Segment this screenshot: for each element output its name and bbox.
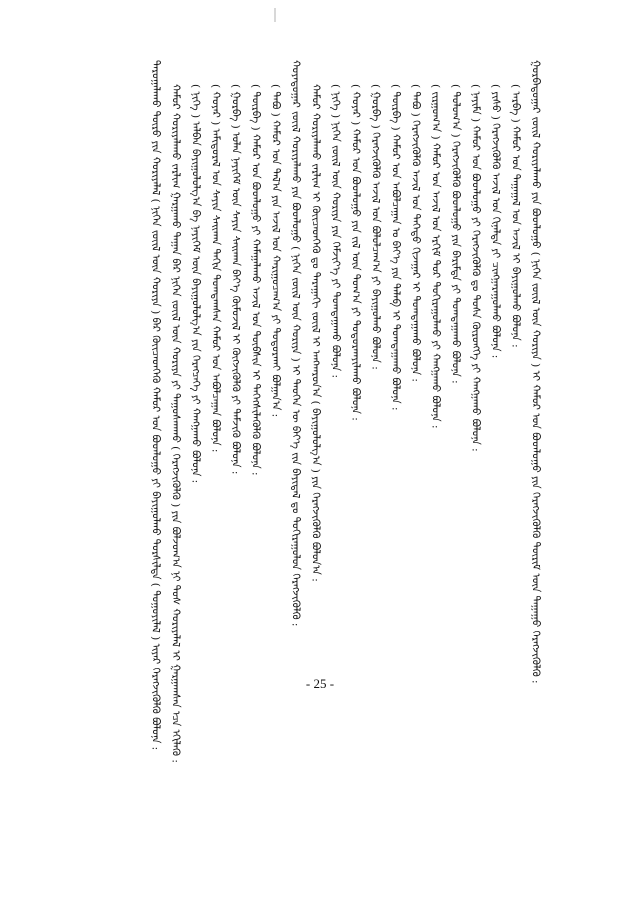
paragraph-column: ᠬᠠᠮᠤᠷ ᠬᠣᠷᠢᠶᠠᠯᠠᠬᠤ ᠵᠠᠷᠯᠢᠭ ᠢ ᠭᠦᠢᠴᠡᠳᠭᠡᠬᠦ ᠳᠤ ᠳᠠᠷᠠᠭᠠᠬᠢ ᠵᠦᠢᠯ ᠢ ᠠᠩᠬᠠᠷᠤᠨ᠎ᠠ ( ᠪᠠᠶᠢᠭᠤᠯᠤᠯᠭ᠎ᠠ ) ᠶᠢᠨ ᠬᠡᠷᠡᠭᠵᠢᠭᠦᠯᠬᠦ ᠪᠣᠯᠤᠨ᠎ᠠ :: [309, 84, 322, 582]
list-item-column: ( ᠳᠣᠯᠣᠭ᠎ᠠ ) ᠬᠡᠷᠡᠭᠵᠢᠭᠦᠯᠬᠦ ᠪᠣᠳᠯᠣᠭᠣ ᠶᠢᠨ ᠪᠠᠷᠢᠮᠲᠠ ᠶᠢ ᠲᠣᠭᠲᠠᠭᠠᠬᠤ ᠪᠣᠯᠤᠨᠠ :: [449, 84, 462, 384]
paragraph-column: ᠳᠠᠷᠤᠭᠠᠯᠠᠬᠤ ᠲᠥᠷᠥ ᠶᠢᠨ ᠬᠣᠷᠢᠶᠠᠯᠠᠯ ( ᠨᠢᠭᠡᠨ ᠵᠦᠢᠯ ᠦᠨ ᠬᠣᠷᠢᠶᠠ ) ᠪᠠᠷ ᠭᠦᠢᠴᠡᠳᠬᠡᠬᠦ ᠬᠠᠮᠤᠷ ᠤᠨ ᠪᠣᠳᠯᠣᠭᠣ ᠶᠢ ᠪᠠᠶᠢᠭᠤᠯᠬᠤ ᠲᠤᠷᠰᠢᠯᠲᠠ ( ᠳᠣᠭᠣᠶᠢᠯᠠᠯ ) ᠢᠶᠠᠷ ᠬᠡᠷᠡᠭᠵᠢᠭᠦᠯᠬᠦ ᠪᠣᠯᠤᠨᠠ :: [149, 60, 162, 751]
list-item-column: ( ᠭᠤᠷᠪᠠ ) ᠬᠡᠷᠡᠭᠵᠢᠭᠦᠯᠬᠦ ᠠᠵᠢᠯ ᠤᠨ ᠪᠣᠯᠤᠯᠴᠠᠭ᠎ᠠ ᠶᠢ ᠪᠠᠶᠢᠭᠤᠯᠬᠤ ᠪᠣᠯᠤᠨᠠ :: [369, 84, 382, 370]
list-item-column: ( ᠭᠤᠷᠪᠠ ) ᠣᠯᠠᠨ ᠨᠡᠶᠢᠭᠡᠮ ᠦᠨ ᠰᠠᠶᠢᠨ ᠰᠠᠢᠬᠠᠨ ᠪᠡᠶ᠎ᠡ ᠬᠦᠮᠦᠵᠢᠯ ᠢ ᠬᠥᠭᠵᠢᠭᠦᠯᠬᠦ ᠶᠢ ᠳᠡᠮᠵᠢᠬᠦ ᠪᠣᠯᠤᠨᠠ :: [229, 84, 242, 475]
list-item-column: ( ᠨᠢᠭᠡ ) ᠨᠢᠭᠡᠨ ᠵᠦᠢᠯ ᠦᠨ ᠬᠣᠷᠢᠶᠠ ᠶᠢᠨ ᠬᠡᠮᠵᠢᠶ᠎ᠡ ᠶᠢ ᠲᠣᠭᠲᠠᠭᠠᠬᠤ ᠪᠣᠯᠤᠨᠠ :: [329, 84, 342, 379]
list-item-column: ( ᠶᠢᠰᠦ ) ᠬᠡᠷᠡᠭᠵᠢᠭᠦᠯᠬᠦ ᠠᠵᠢᠯ ᠤᠨ ᠬᠢᠨᠠᠯᠲᠠ ᠶᠢ ᠴᠢᠩᠭᠠᠷᠠᠭᠤᠯᠬᠤ ᠪᠣᠯᠤᠨᠠ :: [489, 84, 502, 359]
list-item-column: ( ᠠᠷᠪᠠ ) ᠬᠠᠮᠤᠷ ᠤᠨ ᠳᠠᠭᠠᠭᠠᠯ ᠤᠨ ᠠᠵᠢᠯ ᠢ ᠪᠠᠶᠢᠭᠤᠯᠬᠤ ᠪᠣᠯᠤᠨᠠ :: [509, 84, 522, 348]
list-item-column: ( ᠳᠥᠷᠪᠡ ) ᠬᠠᠮᠤᠷ ᠤᠨ ᠪᠣᠳᠯᠣᠭᠣ ᠶᠢ ᠬᠠᠮᠠᠭᠠᠯᠠᠬᠤ ᠠᠵᠢᠯ ᠤᠨ ᠲᠦᠪᠰᠢᠨ ᠢ ᠳᠡᠭᠡᠭᠰᠢᠯᠡᠭᠦᠯᠬᠦ ᠪᠣᠯᠤᠨᠠ :: [249, 84, 262, 476]
list-item-column: ( ᠳᠥᠷᠪᠡ ) ᠬᠠᠮᠤᠷ ᠤᠨ ᠠᠪᠤᠯᠴᠠᠭᠠᠨ ᠤ ᠪᠡᠶ᠎ᠡ ᠶᠢᠨ ᠲᠡᠯᠡᠪ ᠢ ᠲᠣᠭᠲᠠᠭᠠᠬᠤ ᠪᠣᠯᠤᠨᠠ :: [389, 84, 402, 411]
list-item-column: ( ᠲᠠᠪᠤ ) ᠬᠠᠮᠤᠷ ᠤᠨ ᠲᠠᠯ᠎ᠠ ᠶᠢᠨ ᠠᠵᠢᠯ ᠤᠨ ᠬᠠᠷᠢᠭᠤᠴᠠᠭ᠎ᠠ ᠶᠢ ᠲᠣᠳᠣᠷᠬᠠᠶ ᠪᠣᠯᠭᠠᠨ᠎ᠠ :: [269, 84, 282, 418]
section-heading-column: ᠬᠣᠶᠠᠳᠤᠭᠠᠷ ᠵᠦᠢᠯ ᠬᠣᠷᠢᠶᠠᠯᠠᠬᠤ ᠶᠢᠨ ᠪᠣᠳᠯᠣᠭᠣ ( ᠨᠢᠭᠡᠨ ᠵᠦᠢᠯ ᠦᠨ ᠬᠣᠷᠢᠶᠠ ) ᠢ ᠲᠡᠦᠬᠡᠨ ᠦ ᠪᠡᠶ᠎ᠡ ᠵᠢᠨ ᠪᠠᠶᠢᠳᠠᠯ ᠳᠤ ᠲᠣᠬᠢᠷᠠᠭᠤᠯᠤᠨ ᠬᠡᠷᠡᠭᠵᠢᠭᠦᠯᠬᠦ :: [289, 60, 302, 627]
page-number: - 25 -: [305, 676, 335, 691]
list-item-column: ( ᠬᠣᠶᠠᠷ ) ᠬᠠᠮᠤᠷ ᠤᠨ ᠪᠣᠳᠯᠣᠭᠣ ᠶᠢᠨ ᠵᠢᠯ ᠦᠨ ᠲᠣᠭ᠎ᠠ ᠶᠢ ᠲᠣᠳᠣᠷᠬᠠᠶᠢᠯᠠᠬᠤ ᠪᠣᠯᠤᠨᠠ :: [349, 84, 362, 421]
scan-mark: [274, 8, 276, 22]
list-item-column: ( ᠬᠣᠶᠠᠷ ) ᠠᠮᠢᠳᠤᠷᠠᠯ ᠤᠨ ᠰᠠᠶᠢᠨ ᠰᠠᠢᠬᠠᠨ ᠳᠠᠬᠢᠨ ᠲᠣᠭᠲᠠᠭᠰᠠᠨ ᠬᠠᠮᠤᠷ ᠤᠨ ᠠᠪᠤᠯᠴᠠᠭᠠᠨ ᠪᠣᠯᠤᠨᠠ :: [209, 84, 222, 453]
section-heading-column: ᠭᠤᠷᠪᠠᠳᠤᠭᠠᠷ ᠵᠦᠢᠯ ᠬᠣᠷᠢᠶᠠᠯᠠᠬᠤ ᠶᠢᠨ ᠪᠣᠳᠯᠣᠭᠣ ( ᠨᠢᠭᠡᠨ ᠵᠦᠢᠯ ᠦᠨ ᠬᠣᠷᠢᠶᠠ ) ᠢ ᠬᠠᠮᠤᠷ ᠤᠨ ᠪᠣᠳᠯᠣᠭᠣ ᠶᠢᠨ ᠬᠡᠷᠡᠭᠵᠢᠭᠦᠯᠬᠦ ᠳᠦᠷᠢᠮ ᠦᠨ ᠳᠠᠭᠠᠭᠤ ᠬᠡᠷᠡᠭᠵᠢᠭᠦᠯᠬᠦ :: [529, 60, 542, 684]
list-item-column: ( ᠨᠠᠶᠢᠮᠠ ) ᠬᠠᠮᠤᠷ ᠤᠨ ᠪᠣᠳᠯᠣᠭᠣ ᠶᠢ ᠬᠡᠷᠡᠭᠵᠢᠭᠦᠯᠬᠦ ᠳᠤ ᠲᠤᠰᠠ ᠬᠥᠷᠥᠩᠭᠡ ᠶᠢ ᠬᠠᠩᠭᠠᠬᠤ ᠪᠣᠯᠤᠨᠠ :: [469, 84, 482, 452]
list-item-column: ( ᠵᠢᠷᠭᠤᠭ᠎ᠠ ) ᠬᠠᠮᠤᠷ ᠤᠨ ᠠᠵᠢᠯ ᠤᠨ ᠡᠷᠬᠢᠮ ᠳᠤᠷ ᠲᠣᠬᠢᠷᠠᠭᠤᠯᠬᠤ ᠶᠢ ᠬᠠᠩᠭᠠᠬᠤ ᠪᠣᠯᠤᠨᠠ :: [429, 84, 442, 429]
list-item-column: ( ᠲᠠᠪᠤ ) ᠬᠡᠷᠡᠭᠵᠢᠭᠦᠯᠬᠦ ᠠᠵᠢᠯ ᠤᠨ ᠳᠡᠭᠡᠳᠦ ᠬᠢᠵᠠᠭᠠᠷ ᠢ ᠲᠣᠭᠲᠠᠭᠠᠬᠤ ᠪᠣᠯᠤᠨᠠ :: [409, 84, 422, 382]
list-item-column: ( ᠨᠢᠭᠡ ) ᠠᠯᠪᠠᠨ ᠪᠠᠶᠢᠭᠤᠯᠤᠯᠭ᠎ᠠ ᠪᠠ ᠨᠡᠶᠢᠭᠡᠮ ᠦᠨ ᠪᠠᠶᠢᠭᠤᠯᠤᠯᠭ᠎ᠠ ᠶᠢᠨ ᠬᠡᠷᠡᠭᠴᠡᠭᠡ ᠶᠢ ᠬᠠᠩᠭᠠᠬᠤ ᠪᠣᠯᠤᠨᠠ :: [189, 84, 202, 484]
paragraph-column: ᠬᠠᠮᠤᠷ ᠬᠣᠷᠢᠶᠠᠯᠠᠬᠤ ᠵᠠᠷᠯᠢᠭ ᠭᠠᠷᠭᠠᠬᠤ ᠳᠠᠭᠠᠨ ᠪᠡᠷ ᠨᠢᠭᠡᠨ ᠵᠦᠢᠯ ᠦᠨ ᠬᠣᠷᠢᠶᠠ ᠶᠢ ᠳᠠᠭᠤᠰᠬᠠᠬᠤ ( ᠬᠡᠷᠡᠭᠵᠢᠭᠦᠯᠬᠦ ) ᠶᠢᠨ ᠪᠣᠯᠵᠣᠭ᠎ᠠ ᠨᠢ ᠲᠤᠰ ᠬᠣᠷᠢᠶᠠᠯᠠᠯ ᠢ ᠭᠠᠷᠭᠠᠭᠰᠠᠨ ᠡᠴᠡ ᠡᠬᠢᠯᠡᠬᠦ :: [169, 84, 182, 763]
